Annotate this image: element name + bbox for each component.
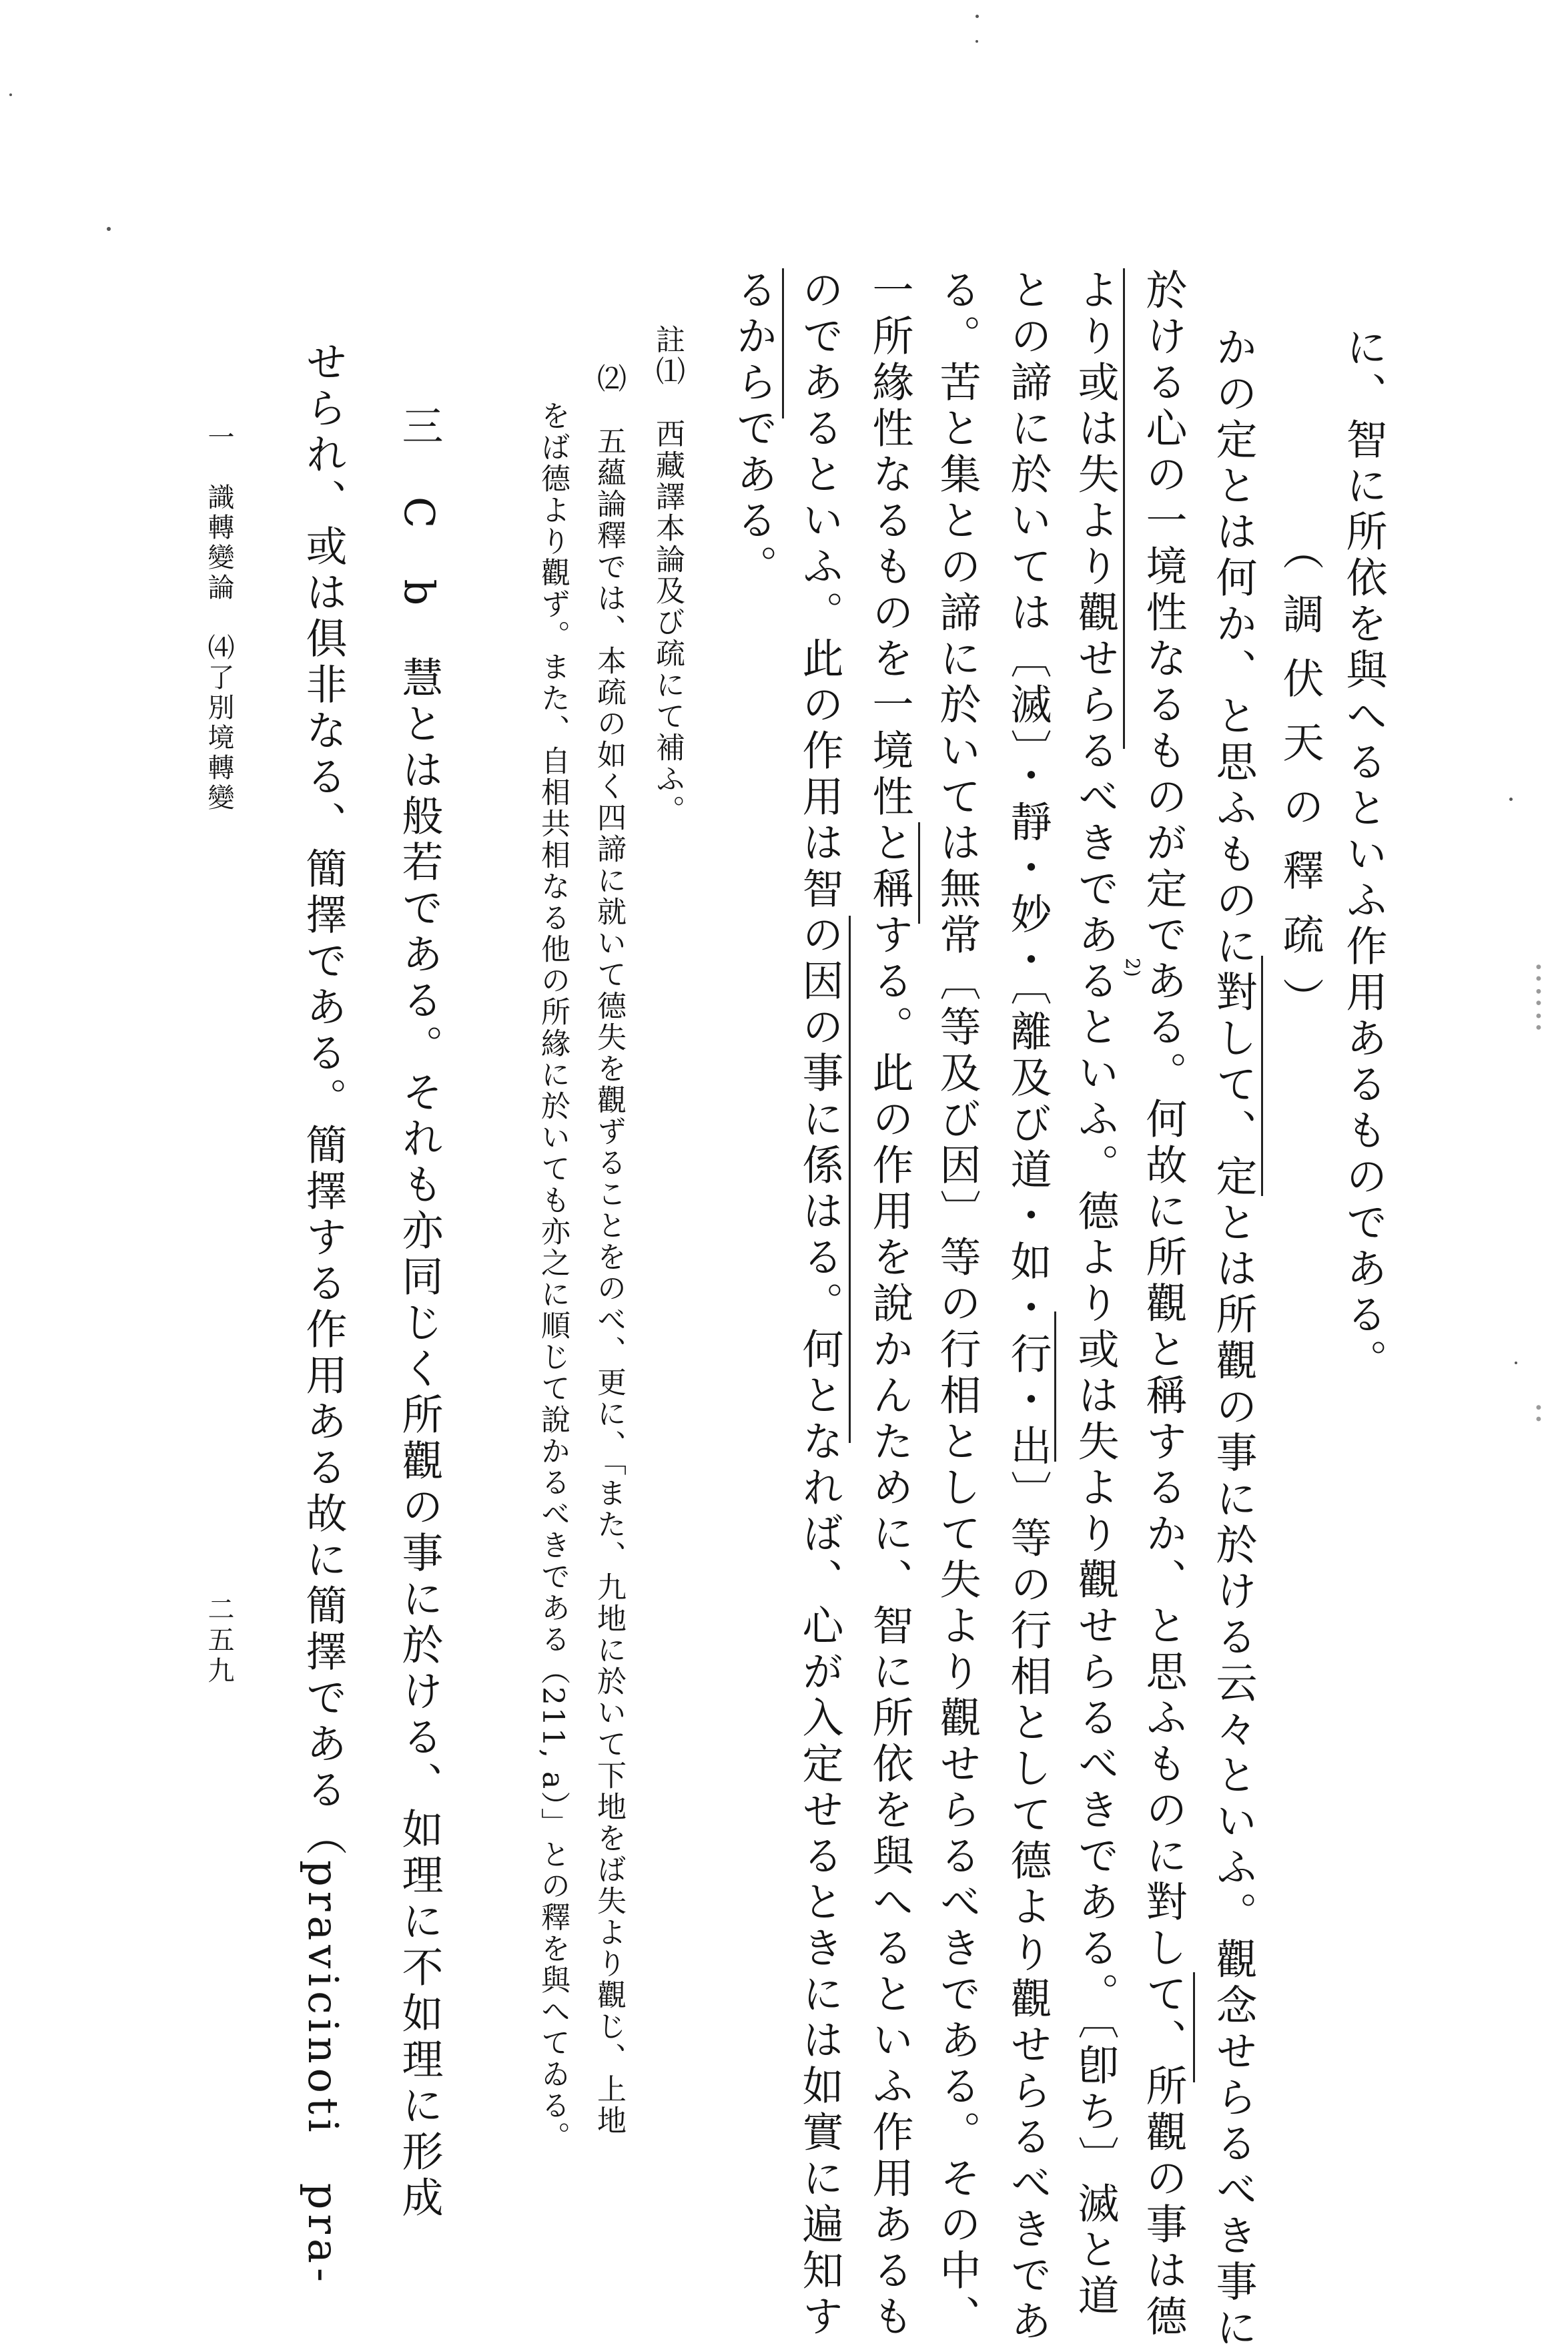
body-line-10: 三 C b 慧とは般若である。それも亦同じく所觀の事に於ける、如理に不如理に形成 [395,404,444,2223]
body-line-4: より或は失より觀せらるべきであるといふ。德より或は失より觀せらるべきである。〔卽ち〕滅と道 [1071,268,1120,2320]
running-head: 一 識轉變論 ⑷了別境轉變 [204,423,234,814]
body-line-8: のであるといふ。此の作用は智の因の事に係はる。何となれば、心が入定せるときには如實に遍知す [795,268,844,2341]
body-line-9: るからである。 [729,268,778,591]
sideline-rule [1261,956,1263,1196]
sideline-rule [782,268,784,418]
note-2-line-b: をば德より觀ず。また、自相共相なる他の所緣に於いても亦之に順じて說かるべきである（211, a）」との釋を與へてゐる。 [536,400,570,2153]
sideline-rule [1193,1972,1195,2082]
body-line-5: との諦に於いては〔滅〕・靜・妙・〔離及び道・如・行・出〕等の行相として德より觀せらるべきであ [1004,268,1052,2345]
body-line-2: かの定とは何か、と思ふものに對して、定とは所觀の事に於ける云々といふ。觀念せらるべき事に [1209,326,1258,2352]
bleed-through-text: ‥ [1528,1402,1568,1426]
body-line-3: 於ける心の一境性なるものが定である。何故に所觀と稱するか、と思ふものに對して、所觀の事は德 [1139,268,1188,2341]
sideline-rule [849,916,851,1443]
body-line-7: 一所緣性なるものを一境性と稱する。此の作用を說かんために、智に所依を與へるといふ作用あるも [865,268,914,2341]
note-1: 註⑴ 西藏譯本論及び疏にて補ふ。 [651,324,685,826]
body-line-1: に、智に所依を與へるといふ作用あるものである。 [1339,326,1388,1385]
body-line-6: る。苦と集との諦に於いては無常〔等及び因〕等の行相として失より觀せらるべきである。その中、 [933,268,982,2341]
sideline-rule [1054,1311,1056,1462]
sideline-rule [1123,268,1125,749]
commentary-heading: （調伏天の釋疏） [1276,529,1324,1041]
scan-speck [9,93,12,96]
scan-speck [1509,798,1513,801]
note-2-line-a: ⑵ 五蘊論釋では、本疏の如く四諦に就いて德失を觀ずることをのべ、更に、「また、九地に於いて下地をば失より觀じ、上地 [592,363,626,2136]
sideline-rule [918,822,920,924]
scan-speck [1515,1362,1517,1364]
footnote-ref-2: 2) [1122,958,1144,977]
scan-speck [975,15,979,18]
bleed-through-text: ‥‥‥ [1528,961,1568,1035]
page-number: 二五九 [204,1595,234,1687]
scan-speck [107,227,111,231]
body-line-11: せられ、或は俱非なる、簡擇である。簡擇する作用ある故に簡擇である（pravicinoti pra- [299,340,348,2287]
scan-speck [975,40,978,43]
